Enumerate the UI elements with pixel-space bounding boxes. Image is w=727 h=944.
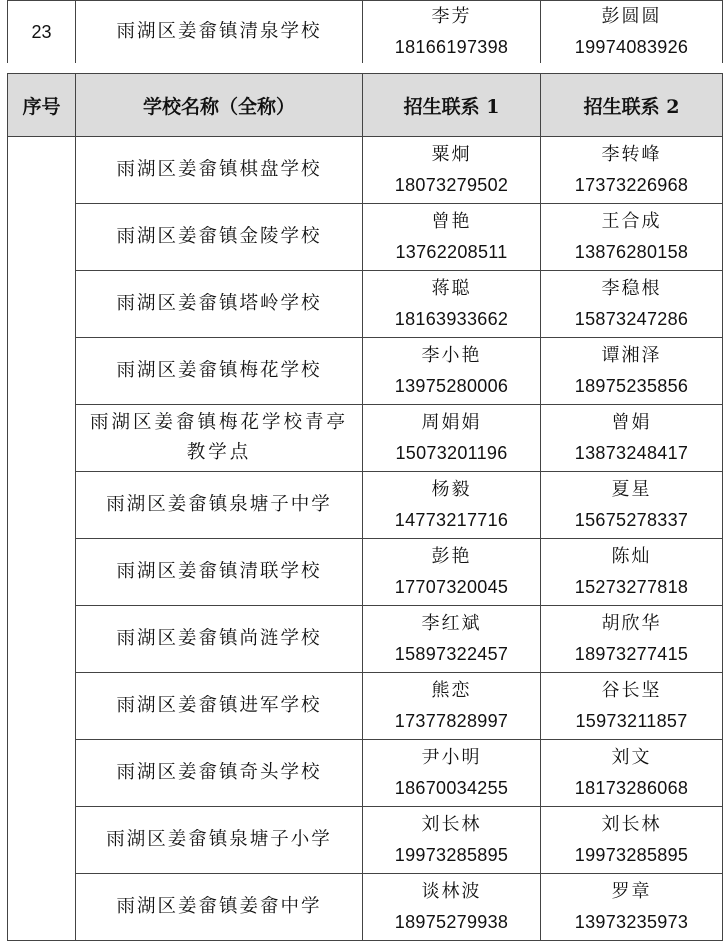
contact-name: 杨毅 (431, 479, 472, 500)
contact-1 (363, 606, 541, 673)
table-row (8, 338, 723, 405)
contact-phone: 18975279938 (394, 912, 509, 932)
contact-name: 罗章 (611, 881, 652, 902)
school-name: 雨湖区姜畲镇塔岭学校 (76, 271, 363, 338)
contact-name: 蒋聪 (431, 278, 472, 299)
header-seq: 序号 (8, 74, 76, 137)
contact-phone: 15273277818 (574, 577, 689, 597)
row-number: 23 (8, 1, 76, 64)
contact-phone: 18670034255 (394, 778, 509, 798)
header-contact2: 招生联系 2 (541, 74, 723, 137)
contact-phone: 18975235856 (574, 376, 689, 396)
enrollment-contact-table (7, 73, 723, 941)
contact-2 (541, 606, 723, 673)
table-header-row (8, 74, 723, 137)
contact-2 (541, 673, 723, 740)
school-name: 雨湖区姜畲镇梅花学校青亭教学点 (76, 405, 363, 472)
contact-2 (541, 472, 723, 539)
contact-phone: 19974083926 (574, 37, 689, 57)
contact-name: 李稳根 (601, 278, 662, 299)
contact-1 (363, 539, 541, 606)
contact-phone: 15073201196 (395, 443, 508, 463)
page-break (0, 63, 727, 73)
contact-2 (541, 1, 723, 64)
contact-name: 周娟娟 (421, 412, 482, 433)
contact-2 (541, 539, 723, 606)
contact-name: 曾娟 (611, 412, 652, 433)
contact-name: 粟炯 (431, 144, 472, 165)
contact-1 (363, 338, 541, 405)
contact-1 (363, 271, 541, 338)
contact-phone: 17707320045 (394, 577, 509, 597)
table-row (8, 472, 723, 539)
contact-name: 王合成 (601, 211, 662, 232)
contact-name: 谭湘泽 (601, 345, 662, 366)
table-row (8, 1, 723, 64)
contact-name: 彭艳 (431, 546, 472, 567)
contact-1 (363, 740, 541, 807)
school-name: 雨湖区姜畲镇泉塘子小学 (76, 807, 363, 874)
contact-2 (541, 405, 723, 472)
contact-2 (541, 271, 723, 338)
contact-name: 刘长林 (421, 814, 482, 835)
table-row (8, 874, 723, 941)
contact-phone: 18166197398 (394, 37, 509, 57)
contact-phone: 15973211857 (575, 711, 688, 731)
school-name: 雨湖区姜畲镇清联学校 (76, 539, 363, 606)
contact-name: 李芳 (431, 6, 472, 27)
contact-name: 陈灿 (611, 546, 652, 567)
contact-name: 李小艳 (421, 345, 482, 366)
contact-1 (363, 874, 541, 941)
contact-phone: 18973277415 (574, 644, 689, 664)
contact-phone: 18173286068 (574, 778, 689, 798)
header-school: 学校名称（全称） (76, 74, 363, 137)
contact-name: 熊恋 (431, 680, 472, 701)
contact-phone: 15675278337 (574, 510, 689, 530)
contact-name: 刘长林 (601, 814, 662, 835)
contact-phone: 14773217716 (394, 510, 509, 530)
school-name: 雨湖区姜畲镇清泉学校 (76, 1, 363, 64)
contact-1 (363, 1, 541, 64)
contact-name: 夏星 (611, 479, 652, 500)
school-name: 雨湖区姜畲镇泉塘子中学 (76, 472, 363, 539)
school-name: 雨湖区姜畲镇进军学校 (76, 673, 363, 740)
contact-phone: 17373226968 (574, 175, 689, 195)
contact-1 (363, 405, 541, 472)
contact-phone: 18163933662 (394, 309, 509, 329)
contact-2 (541, 338, 723, 405)
school-name: 雨湖区姜畲镇尚涟学校 (76, 606, 363, 673)
contact-name: 彭圆圆 (601, 6, 662, 27)
contact-phone: 13973235973 (574, 912, 689, 932)
contact-name: 李转峰 (601, 144, 662, 165)
contact-1 (363, 673, 541, 740)
contact-phone: 19973285895 (574, 845, 689, 865)
contact-name: 刘文 (611, 747, 652, 768)
previous-page-table (7, 0, 723, 64)
contact-2 (541, 874, 723, 941)
school-name: 雨湖区姜畲镇梅花学校 (76, 338, 363, 405)
contact-phone: 13762208511 (395, 242, 508, 262)
contact-2 (541, 137, 723, 204)
contact-name: 胡欣华 (601, 613, 662, 634)
row-number (8, 137, 76, 941)
contact-phone: 13876280158 (574, 242, 689, 262)
table-row (8, 405, 723, 472)
header-contact1: 招生联系 1 (363, 74, 541, 137)
contact-2 (541, 807, 723, 874)
school-name: 雨湖区姜畲镇奇头学校 (76, 740, 363, 807)
table-row (8, 606, 723, 673)
contact-2 (541, 740, 723, 807)
contact-name: 李红斌 (421, 613, 482, 634)
contact-1 (363, 137, 541, 204)
contact-name: 尹小明 (421, 747, 482, 768)
table-row (8, 204, 723, 271)
contact-phone: 18073279502 (394, 175, 509, 195)
school-name: 雨湖区姜畲镇金陵学校 (76, 204, 363, 271)
contact-2 (541, 204, 723, 271)
contact-1 (363, 472, 541, 539)
contact-phone: 19973285895 (394, 845, 509, 865)
table-row (8, 539, 723, 606)
table-row (8, 740, 723, 807)
contact-name: 谷长坚 (601, 680, 662, 701)
contact-phone: 13873248417 (574, 443, 689, 463)
contact-phone: 13975280006 (394, 376, 509, 396)
contact-phone: 17377828997 (394, 711, 509, 731)
contact-name: 曾艳 (431, 211, 472, 232)
table-row (8, 807, 723, 874)
table-row (8, 673, 723, 740)
school-name: 雨湖区姜畲镇棋盘学校 (76, 137, 363, 204)
contact-name: 谈林波 (421, 881, 482, 902)
contact-phone: 15897322457 (394, 644, 509, 664)
contact-phone: 15873247286 (574, 309, 689, 329)
table-row (8, 271, 723, 338)
school-name: 雨湖区姜畲镇姜畲中学 (76, 874, 363, 941)
contact-1 (363, 204, 541, 271)
contact-1 (363, 807, 541, 874)
table-row (8, 137, 723, 204)
